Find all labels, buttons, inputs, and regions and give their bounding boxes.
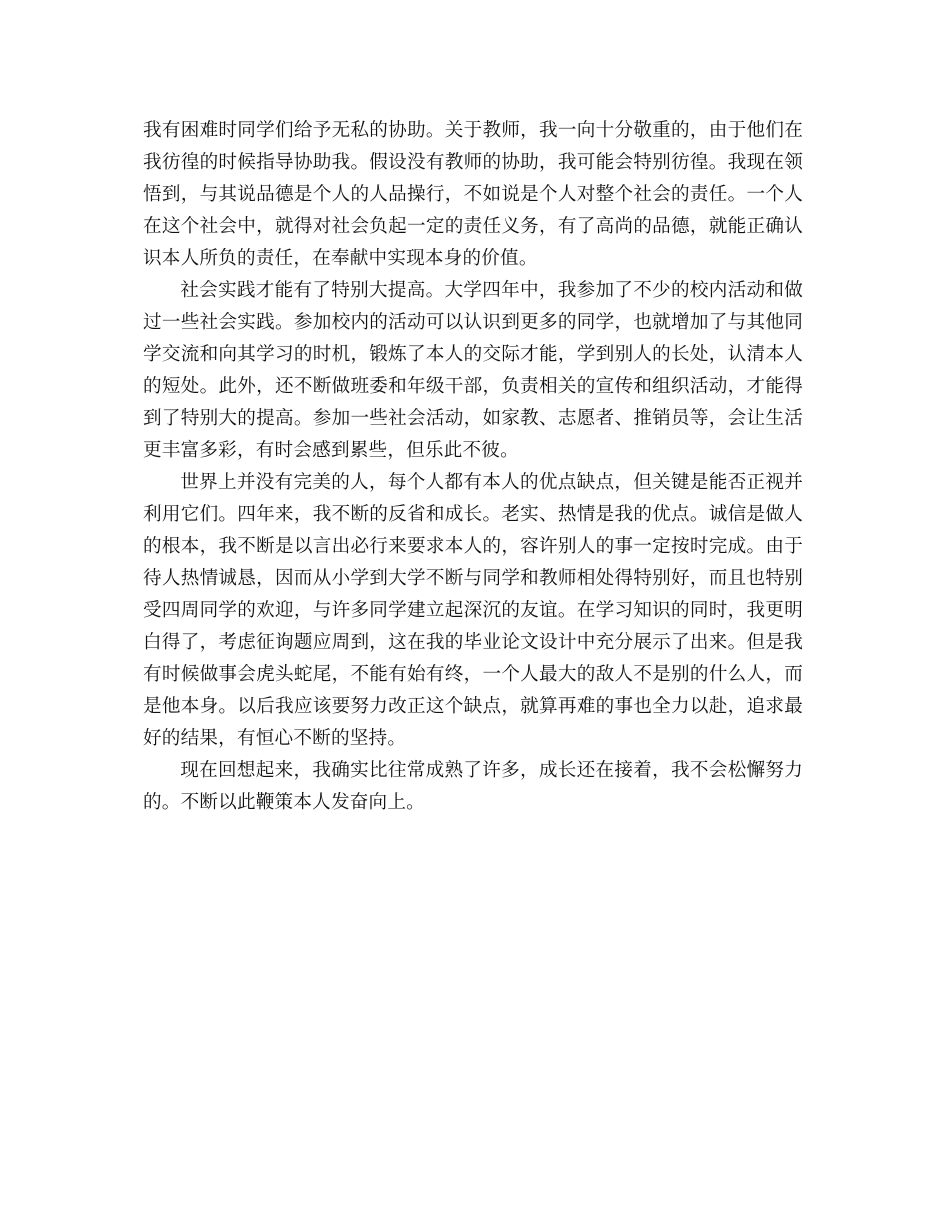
paragraph-1: 我有困难时同学们给予无私的协助。关于教师，我一向十分敬重的，由于他们在我彷徨的时候指导协助我。假设没有教师的协助，我可能会特别彷徨。我现在领悟到，与其说品德是个人的人品操行，不如说是个人对整个社会的责任。一个人在这个社会中，就得对社会负起一定的责任义务，有了高尚的品德，就能正确认识本人所负的责任，在奉献中实现本身的价值。 bbox=[143, 120, 803, 269]
document-body bbox=[143, 115, 803, 819]
paragraph-2: 社会实践才能有了特别大提高。大学四年中，我参加了不少的校内活动和做过一些社会实践。参加校内的活动可以认识到更多的同学，也就增加了与其他同学交流和向其学习的时机，锻炼了本人的交际才能，学到别人的长处，认清本人的短处。此外，还不断做班委和年级干部，负责相关的宣传和组织活动，才能得到了特别大的提高。参加一些社会活动，如家教、志愿者、推销员等，会让生活更丰富多彩，有时会感到累些，但乐此不彼。 bbox=[143, 280, 803, 461]
paragraph-4: 现在回想起来，我确实比往常成熟了许多，成长还在接着，我不会松懈努力的。不断以此鞭策本人发奋向上。 bbox=[143, 760, 803, 813]
paragraph-3: 世界上并没有完美的人，每个人都有本人的优点缺点，但关键是能否正视并利用它们。四年来，我不断的反省和成长。老实、热情是我的优点。诚信是做人的根本，我不断是以言出必行来要求本人的，容许别人的事一定按时完成。由于待人热情诚恳，因而从小学到大学不断与同学和教师相处得特别好，而且也特别受四周同学的欢迎，与许多同学建立起深沉的友谊。在学习知识的同时，我更明白得了，考虑征询题应周到，这在我的毕业论文设计中充分展示了出来。但是我有时候做事会虎头蛇尾，不能有始有终，一个人最大的敌人不是别的什么人，而是他本身。以后我应该要努力改正这个缺点，就算再难的事也全力以赴，追求最好的结果，有恒心不断的坚持。 bbox=[143, 472, 803, 749]
